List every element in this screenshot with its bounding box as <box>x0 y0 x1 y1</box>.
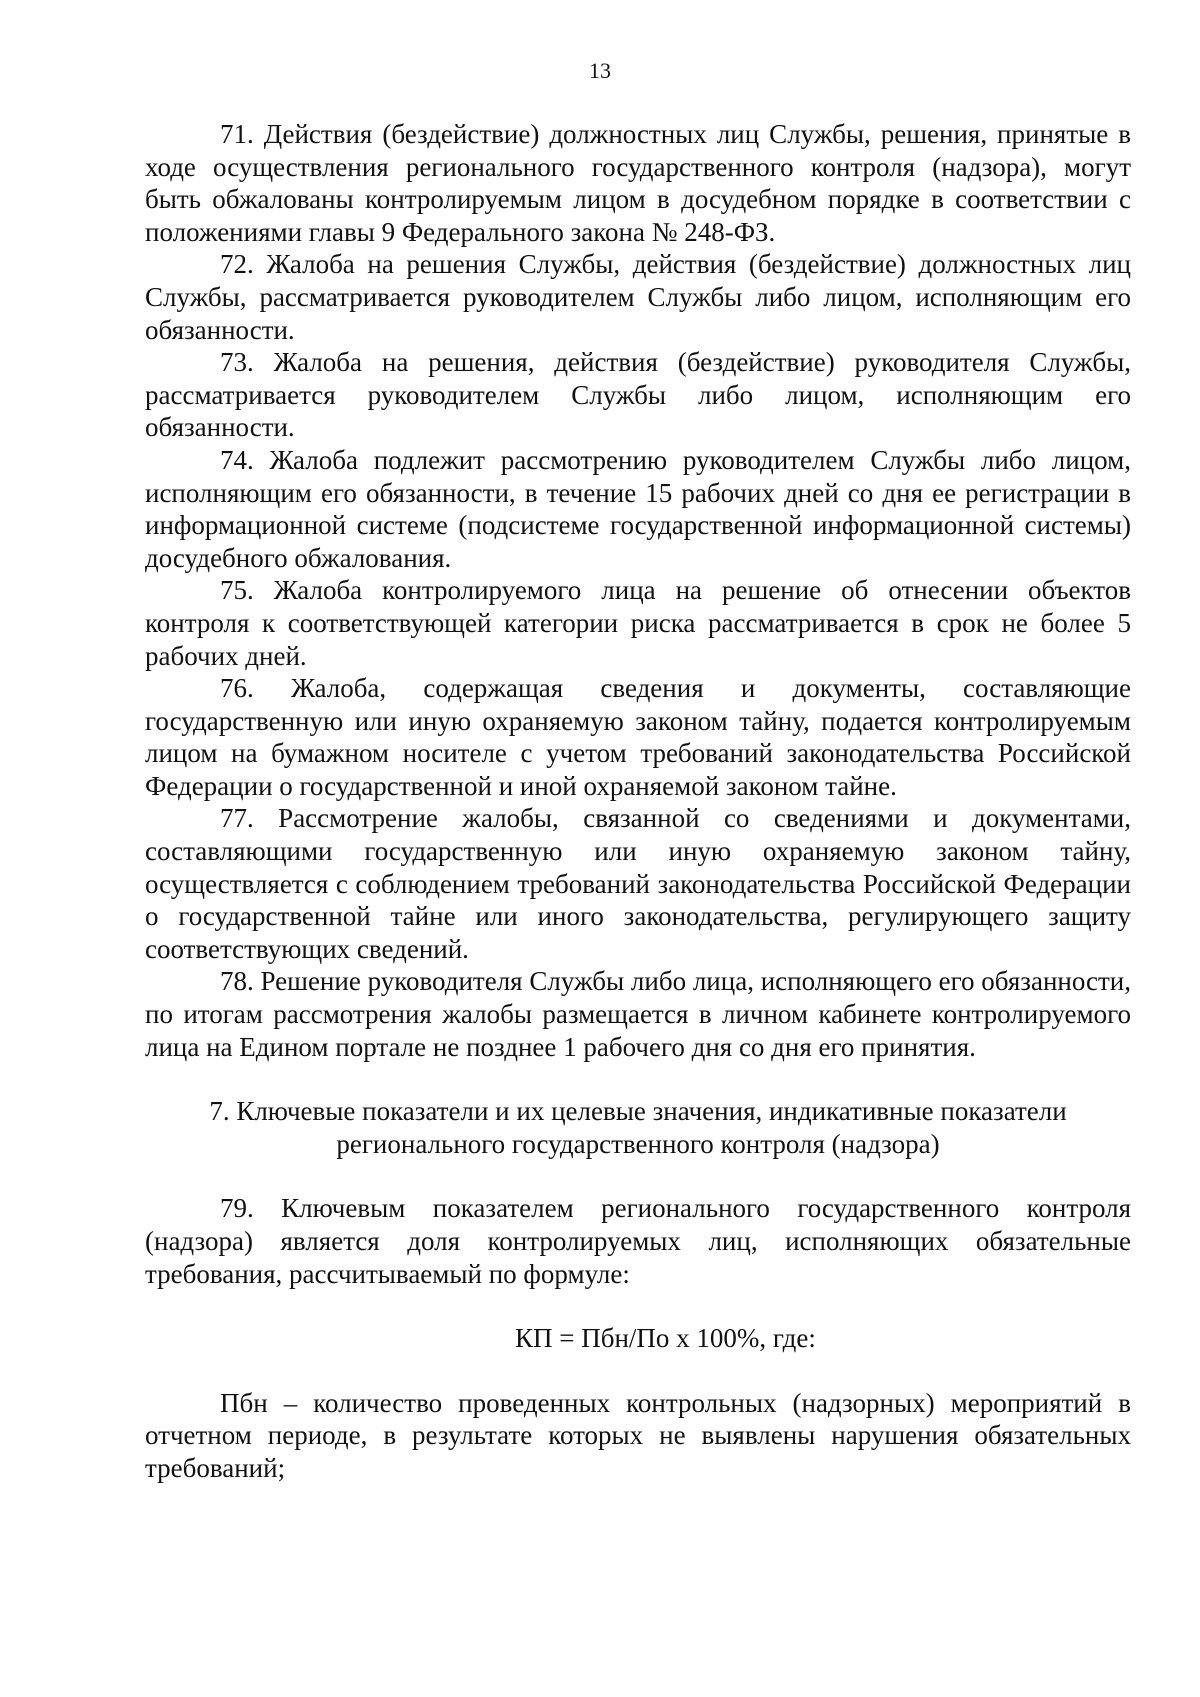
paragraph-73: 73. Жалоба на решения, действия (бездействие) руководителя Службы, рассматривается руководителем Службы либо лицом, исполняющим его обязанности. <box>145 347 1131 443</box>
paragraph-74: 74. Жалоба подлежит рассмотрению руководителем Службы либо лицом, исполняющим его обязанности, в течение 15 рабочих дней со дня ее регистрации в информационной системе (подсистеме государственной информационной системы) досудебного обжалования. <box>145 444 1131 573</box>
section-heading <box>145 1063 1131 1192</box>
definition-pbn: Пбн – количество проведенных контрольных (надзорных) мероприятий в отчетном периоде, в результате которых не выявлены нарушения обязательных требований; <box>145 1387 1131 1483</box>
document-body <box>145 118 1131 1485</box>
formula: КП = Пбн/По х 100%, где: <box>515 1323 816 1354</box>
paragraph-76: 76. Жалоба, содержащая сведения и документы, составляющие государственную или иную охраняемую законом тайну, подается контролируемым лицом на бумажном носителе с учетом требований законодательства Российской Федерации о государственной и иной охраняемой законом тайне. <box>145 673 1131 801</box>
section-heading-line-2: регионального государственного контроля (надзора) <box>336 1128 940 1159</box>
paragraph-72: 72. Жалоба на решения Службы, действия (бездействие) должностных лиц Службы, рассматривается руководителем Службы либо лицом, исполняющим его обязанности. <box>145 249 1131 345</box>
page-number: 13 <box>589 58 611 83</box>
paragraph-78: 78. Решение руководителя Службы либо лица, исполняющего его обязанности, по итогам рассмотрения жалобы размещается в личном кабинете контролируемого лица на Едином портале не позднее 1 рабочего дня со дня его принятия. <box>145 966 1131 1062</box>
paragraph-75: 75. Жалоба контролируемого лица на решение об отнесении объектов контроля к соответствующей категории риска рассматривается в срок не более 5 рабочих дней. <box>145 575 1131 671</box>
paragraph-77: 77. Рассмотрение жалобы, связанной со сведениями и документами, составляющими государственную или иную охраняемую законом тайну, осуществляется с соблюдением требований законодательства Российской Федерации о государственной тайне или иного законодательства, регулирующего защиту соответствующих сведений. <box>145 803 1131 964</box>
paragraph-71: 71. Действия (бездействие) должностных лиц Службы, решения, принятые в ходе осуществления регионального государственного контроля (надзора), могут быть обжалованы контролируемым лицом в досудебном порядке в соответствии с положениями главы 9 Федерального закона № 248-ФЗ. <box>145 119 1131 247</box>
section-heading-line-1: 7. Ключевые показатели и их целевые значения, индикативные показатели <box>209 1096 1067 1127</box>
paragraph-79: 79. Ключевым показателем регионального государственного контроля (надзора) является доля контролируемых лиц, исполняющих обязательные требования, рассчитываемый по формуле: <box>145 1193 1131 1289</box>
